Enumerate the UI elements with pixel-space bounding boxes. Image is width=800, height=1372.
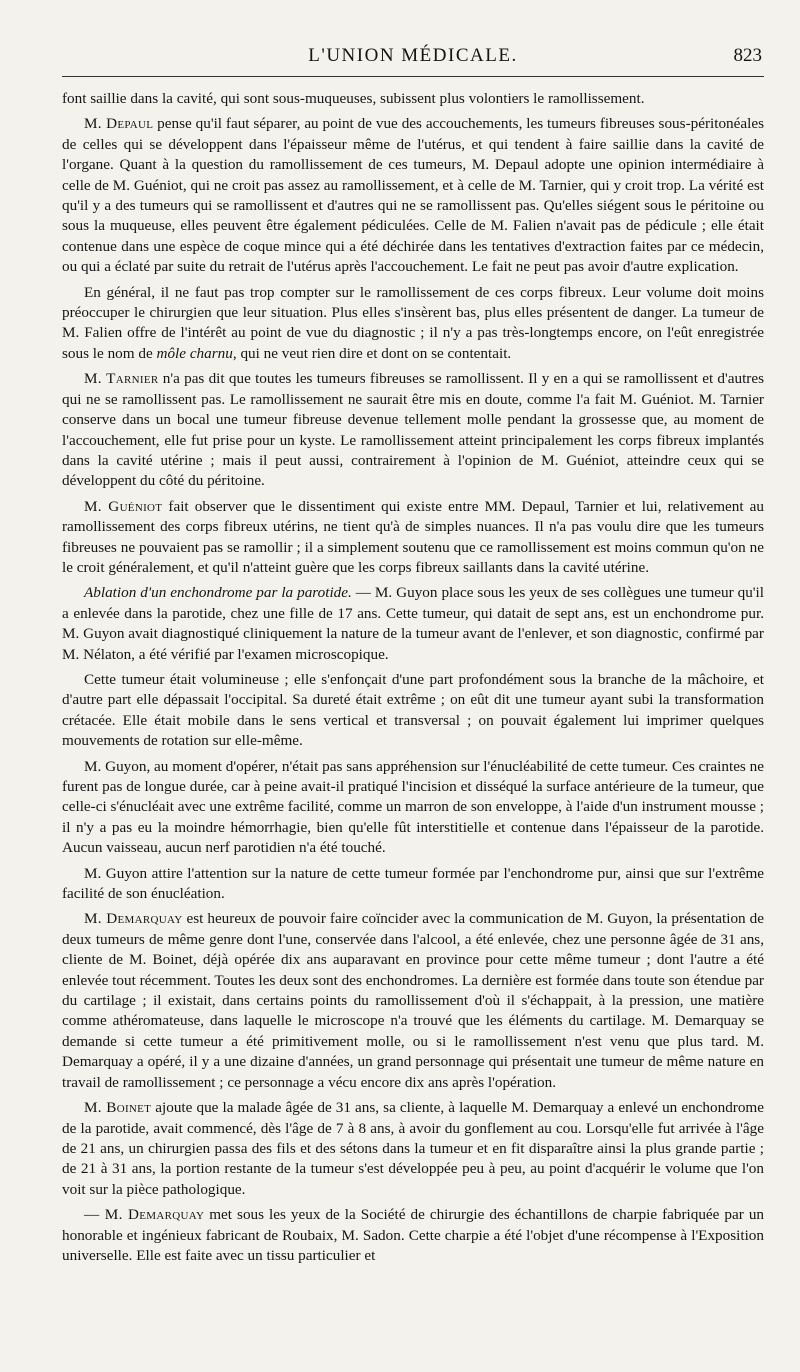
paragraph-text-continued: , qui ne veut rien dire et dont on se contentait. xyxy=(232,344,512,362)
paragraph-text: pense qu'il faut séparer, au point de vue des accouchements, les tumeurs fibreuses sous-péritonéales de celles qui se développent dans l'épaisseur même de l'utérus, et qui tendent à faire saillie dans la cavité de l'organe. Quant à la question du ramollissement de ces tumeurs, M. Depaul adopte une opinion intermédiaire à celle de M. Guéniot, qui ne croit pas assez au ramollissement, et à celle de M. Tarnier, qui y croit trop. La vérité est qu'il y a des tumeurs qui se ramollissent et d'autres qui ne se ramollissent pas. Qu'elles siégent sous le péritoine ou sous la muqueuse, elles peuvent être également pédiculées. Celle de M. Falien n'avait pas de pédicule ; elle était contenue dans une espèce de coque mince qui a été déchirée dans les tentatives d'extraction faites par ce médecin, ou qui a éclaté par suite du retrait de l'utérus après l'accouchement. Le fait ne peut pas avoir d'autre explication. xyxy=(62,115,764,276)
speaker-name: M. Tarnier xyxy=(84,370,159,388)
running-header xyxy=(62,40,764,77)
paragraph-text: M. Guyon, au moment d'opérer, n'était pas sans appréhension sur l'énucléabilité de cette tumeur. Ces craintes ne furent pas de longue durée, car à peine avait-il pratiqué l'incision et disséqué la surface antérieure de la tumeur, que celle-ci s'énucléait avec une extrême facilité, comme un marron de son enveloppe, à l'aide d'un instrument mousse ; il n'y a pas eu la moindre hémorrhagie, bien qu'elle fût interstitielle et contenue dans l'épaisseur de la parotide. Aucun vaisseau, aucun nerf parotidien n'a été touché. xyxy=(62,757,764,857)
paragraph-text: — M. Guyon place sous les yeux de ses collègues une tumeur qu'il a enlevée dans la parotide, chez une fille de 17 ans. Cette tumeur, qui datait de sept ans, est un enchondrome pur. M. Guyon avait diagnostiqué cliniquement la nature de la tumeur avant de l'enlever, et son diagnostic, confirmé par M. Nélaton, a été vérifié par l'examen microscopique. xyxy=(62,584,764,663)
paragraph-text: met sous les yeux de la Société de chirurgie des échantillons de charpie fabriquée par un honorable et ingénieux fabricant de Roubaix, M. Sadon. Cette charpie a été l'objet d'une récompense à l'Exposition universelle. Elle est faite avec un tissu particulier et xyxy=(62,1206,765,1264)
paragraph-text: En général, il ne faut pas trop compter sur le ramollissement de ces corps fibreux. Leur volume doit moins préoccuper le chirurgien que leur situation. Plus elles s'insèrent bas, plus elles présentent de danger. La tumeur de M. Falien offre de l'intérêt au point de vue du diagnostic ; il n'y a pas très-longtemps encore, on l'eût enregistrée sous le nom de xyxy=(62,283,764,362)
paragraph-5 xyxy=(62,497,764,579)
journal-title: L'UNION MÉDICALE. xyxy=(308,45,518,66)
paragraph-11 xyxy=(62,1098,764,1200)
paragraph-9 xyxy=(62,864,764,905)
paragraph-6 xyxy=(62,583,764,665)
paragraph-text: n'a pas dit que toutes les tumeurs fibreuses se ramollissent. Il y en a qui se ramollissent et d'autres qui ne se ramollissent pas. Le ramollissement ne saurait être mis en doute, comme l'a fait M. Guéniot. M. Tarnier conserve dans un bocal une tumeur fibreuse devenue tellement molle pendant la grossesse que, au moment de l'accouchement, elle fut prise pour un kyste. Le ramollissement atteint principalement les corps fibreux implantés dans la cavité utérine ; mais il peut aussi, contrairement à l'opinion de M. Guéniot, atteindre ceux qui se développent du côté du péritoine. xyxy=(62,370,765,490)
paragraph-text: fait observer que le dissentiment qui existe entre MM. Depaul, Tarnier et lui, relativement au ramollissement des corps fibreux utérins, ne tient qu'à de simples nuances. Il n'a pas voulu dire que les tumeurs fibreuses ne pouvaient pas se ramollir ; il a simplement soutenu que ce ramollissement est moins commun qu'on ne le croit généralement, et qu'il n'atteint guère que les corps fibreux saillants dans la cavité utérine. xyxy=(62,497,765,576)
paragraph-text: font saillie dans la cavité, qui sont sous-muqueuses, subissent plus volontiers le ramollissement. xyxy=(62,90,645,107)
speaker-name: M. Guéniot xyxy=(84,497,163,515)
speaker-name: M. Depaul xyxy=(84,115,154,133)
page-number: 823 xyxy=(733,45,762,66)
article-body xyxy=(62,89,764,1271)
paragraph-text: Cette tumeur était volumineuse ; elle s'enfonçait d'une part profondément sous la branche de la mâchoire, et d'autre part elle dépassait l'occipital. Sa dureté était extrême ; on eût dit une tumeur ayant subi la transformation crétacée. Elle était mobile dans le sens vertical et transversal ; on pouvait également lui imprimer quelques mouvements de rotation sur elle-même. xyxy=(62,670,764,750)
speaker-name: M. Demarquay xyxy=(84,910,183,928)
paragraph-1 xyxy=(62,89,764,109)
paragraph-10 xyxy=(62,909,764,1093)
paragraph-12 xyxy=(62,1205,764,1266)
section-heading: Ablation d'un enchondrome par la parotide. xyxy=(84,584,352,602)
paragraph-text: est heureux de pouvoir faire coïncider avec la communication de M. Guyon, la présentation de deux tumeurs de même genre dont l'une, conservée dans l'alcool, a été enlevée, chez une personne âgée de 31 ans, cliente de M. Boinet, déjà opérée dix ans auparavant en province pour cette même tumeur ; dont l'autre a été enlevée tout récemment. Toutes les deux sont des enchondromes. La dernière est formée dans toute son étendue par du cartilage ; il existait, dans certains points du ramollissement d'où il s'échappait, à la pression, une matière comme athéromateuse, dans laquelle le microscope n'a trouvé que les éléments du cartilage. M. Demarquay se demande si cette tumeur a été primitivement molle, ou si le ramollissement n'est venu que plus tard. M. Demarquay a opéré, il y a une dizaine d'années, un grand personnage qui présentait une tumeur de même nature en travail de ramollissement ; ce personnage a vécu encore dix ans après l'opération. xyxy=(62,910,764,1091)
speaker-name: M. Boinet xyxy=(84,1099,152,1117)
speaker-name: — M. Demarquay xyxy=(84,1206,205,1224)
paragraph-4 xyxy=(62,369,764,491)
emphasized-term: môle charnu xyxy=(156,344,233,362)
paragraph-text: ajoute que la malade âgée de 31 ans, sa cliente, à laquelle M. Demarquay a enlevé un enchondrome de la parotide, avait commencé, dès l'âge de 7 à 8 ans, à avoir du gonflement au cou. Lorsqu'elle fut arrivée à l'âge de 21 ans, un chirurgien passa des fils et des sétons dans la tumeur et en fit disparaître ainsi la plus grande partie ; de 21 à 31 ans, la portion restante de la tumeur s'est développée peu à peu, au point d'acquérir le volume que l'on voit sur la pièce pathologique. xyxy=(62,1099,764,1198)
paragraph-3 xyxy=(62,283,764,365)
paragraph-7 xyxy=(62,670,764,752)
paragraph-2 xyxy=(62,114,764,277)
paragraph-text: M. Guyon attire l'attention sur la nature de cette tumeur formée par l'enchondrome pur, ainsi que sur l'extrême facilité de son énucléation. xyxy=(62,864,764,903)
paragraph-8 xyxy=(62,757,764,859)
